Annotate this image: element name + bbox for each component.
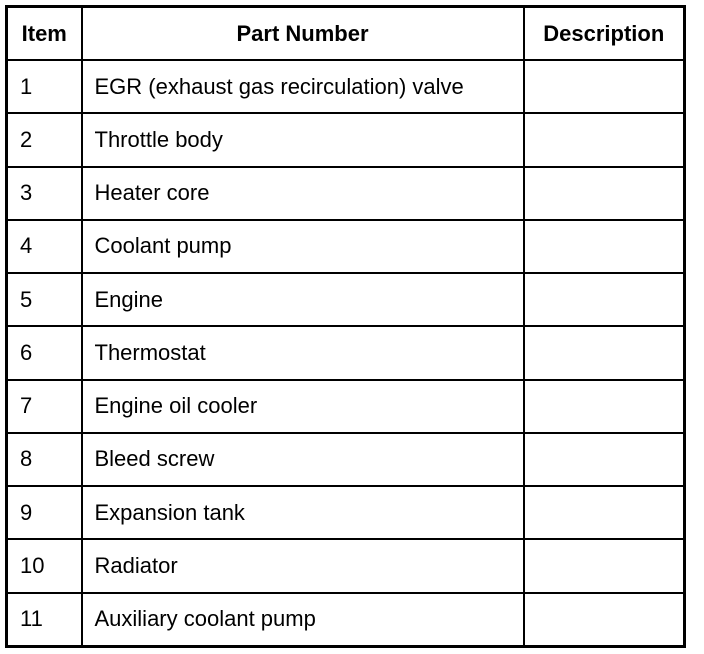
table-row: [7, 539, 685, 592]
table-header: [7, 7, 685, 61]
table-row: [7, 273, 685, 326]
item-cell: 10: [7, 539, 82, 592]
part-cell: Heater core: [82, 167, 524, 220]
description-cell: [524, 539, 685, 592]
table-row: [7, 593, 685, 647]
part-cell: Coolant pump: [82, 220, 524, 273]
item-cell: 5: [7, 273, 82, 326]
parts-table: [5, 5, 686, 648]
table-row: [7, 220, 685, 273]
table-row: [7, 433, 685, 486]
part-cell: Engine oil cooler: [82, 380, 524, 433]
item-cell: 9: [7, 486, 82, 539]
table-row: [7, 60, 685, 113]
table-row: [7, 380, 685, 433]
part-cell: Thermostat: [82, 326, 524, 379]
table-body: [7, 60, 685, 647]
table-row: [7, 326, 685, 379]
description-cell: [524, 326, 685, 379]
description-cell: [524, 167, 685, 220]
table-row: [7, 167, 685, 220]
description-cell: [524, 60, 685, 113]
item-cell: 8: [7, 433, 82, 486]
item-cell: 4: [7, 220, 82, 273]
description-cell: [524, 486, 685, 539]
item-cell: 1: [7, 60, 82, 113]
description-cell: [524, 380, 685, 433]
item-cell: 11: [7, 593, 82, 647]
item-cell: 3: [7, 167, 82, 220]
description-cell: [524, 433, 685, 486]
description-cell: [524, 220, 685, 273]
header-row: [7, 7, 685, 61]
table-row: [7, 486, 685, 539]
part-cell: Auxiliary coolant pump: [82, 593, 524, 647]
part-cell: Engine: [82, 273, 524, 326]
description-cell: [524, 273, 685, 326]
item-column-header: Item: [7, 7, 82, 61]
table-row: [7, 113, 685, 166]
description-cell: [524, 113, 685, 166]
item-cell: 6: [7, 326, 82, 379]
item-cell: 7: [7, 380, 82, 433]
part-cell: Expansion tank: [82, 486, 524, 539]
part-cell: EGR (exhaust gas recirculation) valve: [82, 60, 524, 113]
part-cell: Radiator: [82, 539, 524, 592]
description-column-header: Description: [524, 7, 685, 61]
part-cell: Throttle body: [82, 113, 524, 166]
part-number-column-header: Part Number: [82, 7, 524, 61]
item-cell: 2: [7, 113, 82, 166]
part-cell: Bleed screw: [82, 433, 524, 486]
description-cell: [524, 593, 685, 647]
